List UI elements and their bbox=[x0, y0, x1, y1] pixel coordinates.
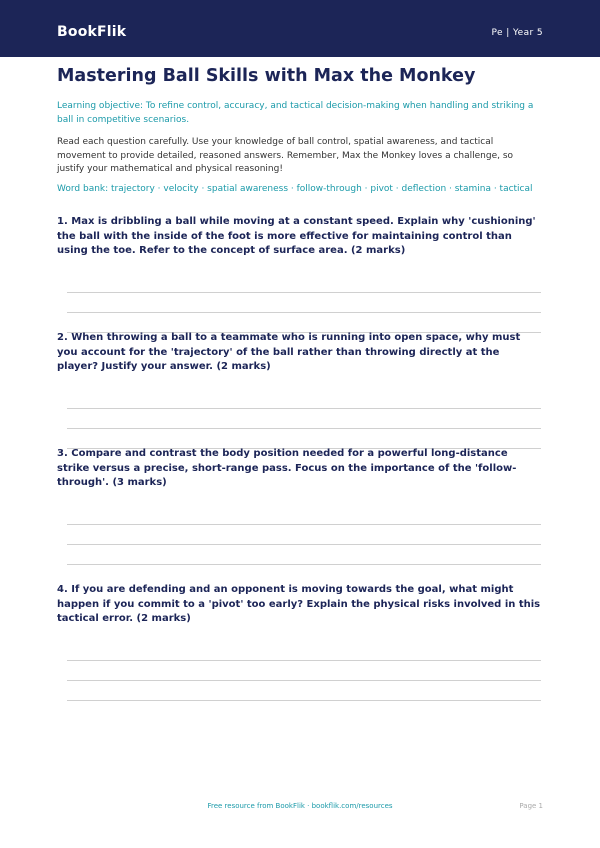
question-text: 1. Max is dribbling a ball while moving at a constant speed. Explain why 'cushioning' the ball with the inside of the foot is more effective for maintaining control than using the toe. Refer to the concept of surface area. (2 marks) bbox=[57, 216, 536, 256]
question-text: 4. If you are defending and an opponent is moving towards the goal, what might happen if you commit to a 'pivot' too early? Explain the physical risks involved in this tactical error. (2 marks) bbox=[57, 584, 541, 624]
answer-line[interactable] bbox=[67, 292, 541, 293]
question-text: 3. Compare and contrast the body position needed for a powerful long-distance strike versus a precise, short-range pass. Focus on the importance of the 'follow-through'. (3 marks) bbox=[57, 448, 517, 488]
answer-line[interactable] bbox=[67, 680, 541, 681]
word-bank: Word bank: trajectory · velocity · spatial awareness · follow-through · pivot · deflection · stamina · tactical bbox=[57, 184, 533, 194]
brand-logo[interactable]: BookFlik bbox=[57, 24, 127, 40]
answer-line[interactable] bbox=[67, 408, 541, 409]
question-text: 2. When throwing a ball to a teammate who is running into open space, why must you account for the 'trajectory' of the ball rather than throwing directly at the player? Justify your answer. (2 marks) bbox=[57, 332, 521, 372]
question-1 bbox=[57, 215, 543, 259]
question-2 bbox=[57, 331, 543, 375]
answer-line[interactable] bbox=[67, 660, 541, 661]
page-title: Mastering Ball Skills with Max the Monkey bbox=[57, 66, 476, 86]
answer-line[interactable] bbox=[67, 700, 541, 701]
question-4 bbox=[57, 583, 543, 627]
answer-line[interactable] bbox=[67, 524, 541, 525]
question-3 bbox=[57, 447, 543, 491]
page-number: Page 1 bbox=[519, 802, 543, 810]
answer-line[interactable] bbox=[67, 428, 541, 429]
learning-objective: Learning objective: To refine control, accuracy, and tactical decision-making when handling and striking a ball in competitive scenarios. bbox=[57, 101, 534, 125]
answer-line[interactable] bbox=[67, 544, 541, 545]
subject-year-label: Pe | Year 5 bbox=[491, 28, 543, 38]
header-bar bbox=[0, 0, 600, 57]
instructions: Read each question carefully. Use your knowledge of ball control, spatial awareness, and tactical movement to provide detailed, reasoned answers. Remember, Max the Monkey loves a challenge, so justify your mathematical and physical reasoning! bbox=[57, 137, 514, 174]
answer-line[interactable] bbox=[67, 564, 541, 565]
footer-credit[interactable]: Free resource from BookFlik · bookflik.com/resources bbox=[207, 802, 393, 810]
answer-line[interactable] bbox=[67, 312, 541, 313]
